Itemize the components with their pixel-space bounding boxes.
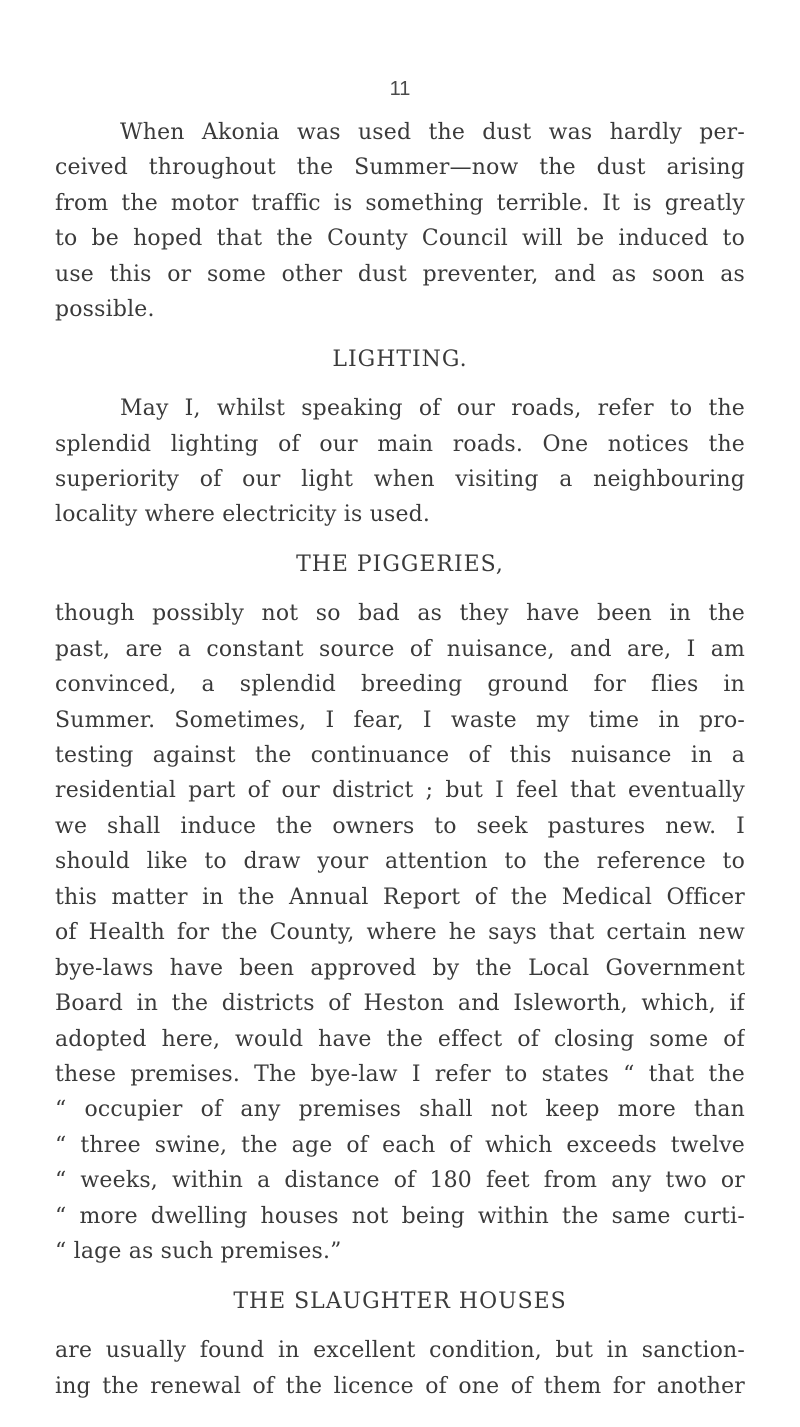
- text-line: “ occupier of any premises shall not keep more than: [55, 1097, 745, 1123]
- text-line: splendid lighting of our main roads. One notices the: [55, 431, 745, 457]
- text-line: bye-laws have been approved by the Local Government: [55, 955, 745, 981]
- text-line: May I, whilst speaking of our roads, refer to the: [120, 396, 745, 422]
- page-number: 11: [389, 78, 411, 100]
- text-line: this matter in the Annual Report of the Medical Officer: [55, 884, 745, 910]
- text-line: possible.: [55, 297, 155, 323]
- text-line: ceived throughout the Summer—now the dust arising: [55, 155, 745, 181]
- text-line: “ three swine, the age of each of which exceeds twelve: [55, 1132, 745, 1158]
- text-line: should like to draw your attention to the reference to: [55, 849, 745, 875]
- text-line: to be hoped that the County Council will be induced to: [55, 226, 745, 252]
- text-line: “ weeks, within a distance of 180 feet from any two or: [55, 1168, 745, 1194]
- text-line: from the motor traffic is something terrible. It is greatly: [55, 190, 745, 216]
- text-line: convinced, a splendid breeding ground for flies in: [55, 672, 745, 698]
- section-heading-slaughter-houses: THE SLAUGHTER HOUSES: [233, 1288, 567, 1314]
- text-line: adopted here, would have the effect of closing some of: [55, 1026, 745, 1052]
- text-line: past, are a constant source of nuisance, and are, I am: [55, 636, 745, 662]
- text-line: locality where electricity is used.: [55, 502, 431, 528]
- text-line: residential part of our district ; but I feel that eventually: [55, 778, 745, 804]
- text-line: are usually found in excellent condition, but in sanction-: [55, 1338, 745, 1364]
- text-line: “ lage as such premises.”: [55, 1239, 342, 1265]
- text-line: though possibly not so bad as they have been in the: [55, 601, 745, 627]
- text-line: Summer. Sometimes, I fear, I waste my time in pro-: [55, 707, 745, 733]
- text-line: we shall induce the owners to seek pastures new. I: [55, 813, 745, 839]
- section-heading-piggeries: THE PIGGERIES,: [296, 551, 504, 577]
- section-heading-lighting: LIGHTING.: [332, 346, 468, 372]
- text-line: these premises. The bye-law I refer to states “ that the: [55, 1062, 745, 1088]
- text-line: Board in the districts of Heston and Isleworth, which, if: [55, 991, 745, 1017]
- text-line: superiority of our light when visiting a neighbouring: [55, 466, 745, 492]
- text-line: use this or some other dust preventer, and as soon as: [55, 261, 745, 287]
- text-line: of Health for the County, where he says that certain new: [55, 920, 745, 946]
- text-line: When Akonia was used the dust was hardly per-: [120, 120, 745, 145]
- text-line: ing the renewal of the licence of one of them for another: [55, 1373, 745, 1399]
- text-line: “ more dwelling houses not being within the same curti-: [55, 1203, 745, 1229]
- text-line: testing against the continuance of this nuisance in a: [55, 743, 745, 769]
